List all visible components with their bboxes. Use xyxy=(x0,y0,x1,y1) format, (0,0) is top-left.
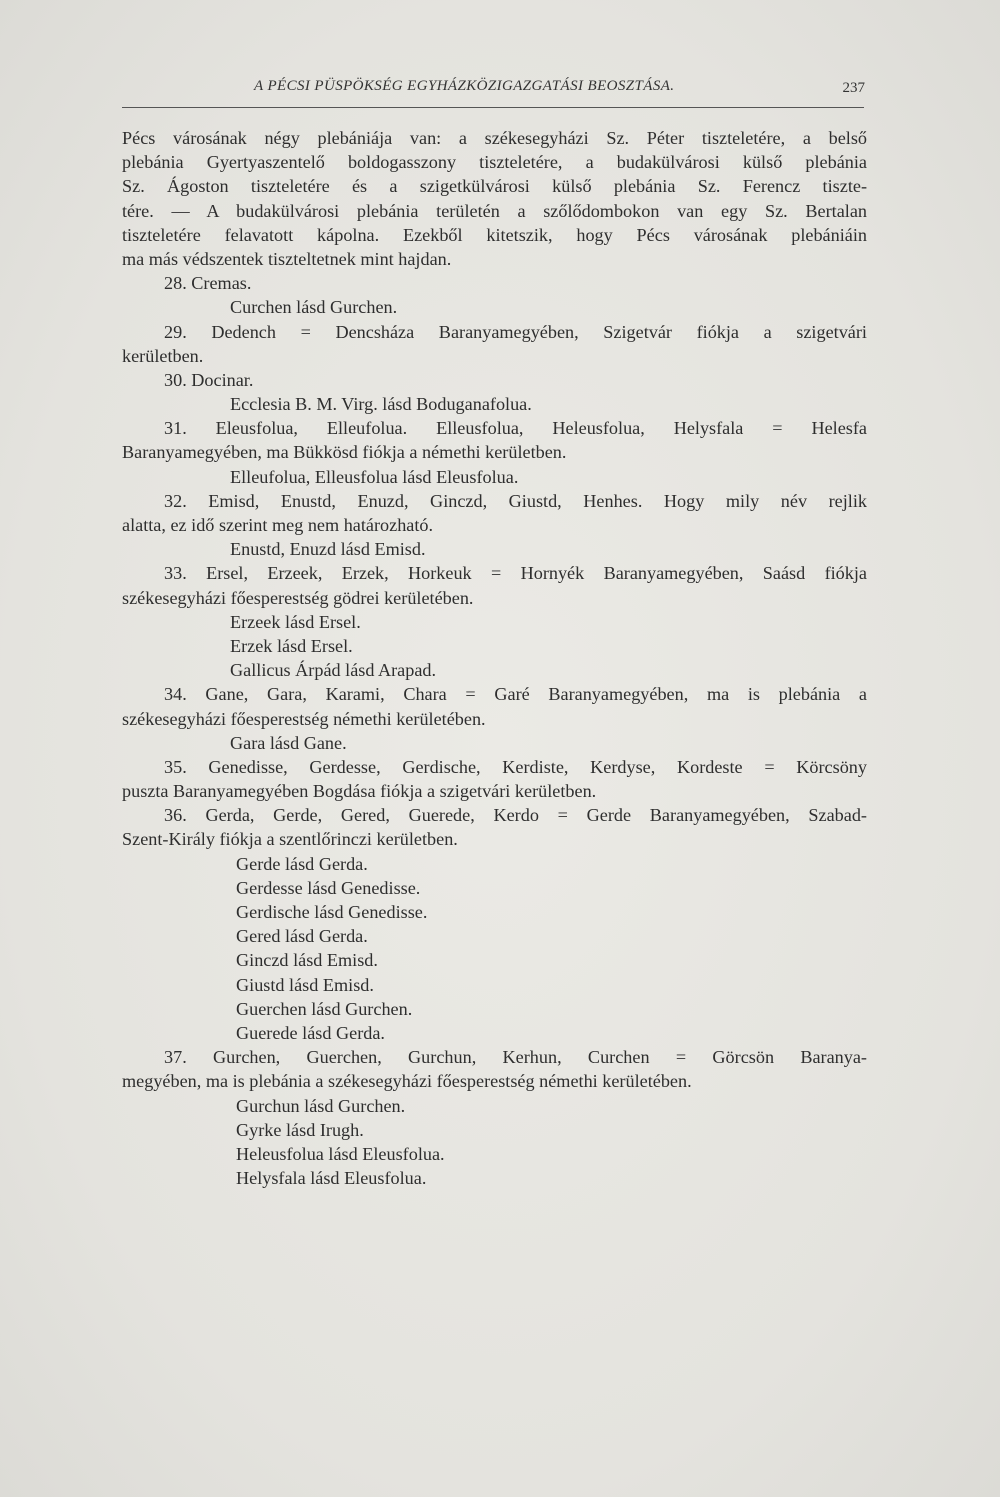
text-line: Gyrke lásd Irugh. xyxy=(236,1119,364,1140)
text-line: Baranyamegyében, ma Bükkösd fiókja a némethi kerületben. xyxy=(122,442,567,463)
text-line: Erzeek lásd Ersel. xyxy=(230,611,361,632)
text-line: Erzek lásd Ersel. xyxy=(230,635,353,656)
text-line: Gerdische lásd Genedisse. xyxy=(236,902,428,922)
text-line: Heleusfolua lásd Eleusfolua. xyxy=(236,1143,445,1164)
header-rule xyxy=(122,107,864,108)
text-line: Ginczd lásd Emisd. xyxy=(236,950,378,971)
text-line: puszta Baranyamegyében Bogdása fiókja a szigetvári kerületben. xyxy=(122,781,597,802)
text-line: 28. Cremas. xyxy=(164,273,252,294)
text-line: Curchen lásd Gurchen. xyxy=(230,297,398,318)
text-line: 31. Eleusfolua, Elleufolua. Elleusfolua, Heleusfolua, Helysfala = Helesfa xyxy=(164,418,867,439)
text-line: Guerchen lásd Gurchen. xyxy=(236,998,413,1019)
text-line: 33. Ersel, Erzeek, Erzek, Horkeuk = Hornyék Baranyamegyében, Saásd fiókja xyxy=(164,563,867,584)
text-line: 36. Gerda, Gerde, Gered, Guerede, Kerdo = Gerde Baranyamegyében, Szabad- xyxy=(164,805,867,826)
text-line: Gara lásd Gane. xyxy=(230,732,347,753)
text-line: 32. Emisd, Enustd, Enuzd, Ginczd, Giustd, Henhes. Hogy mily név rejlik xyxy=(164,490,867,511)
text-line: alatta, ez idő szerint meg nem határozható. xyxy=(122,515,434,535)
text-line: 30. Docinar. xyxy=(164,369,254,390)
page-number: 237 xyxy=(842,80,865,96)
text-line: tiszteletére felavatott kápolna. Ezekből kitetszik, hogy Pécs városának plebániáin xyxy=(122,224,867,245)
text-line: Gerde lásd Gerda. xyxy=(236,853,368,874)
text-line: Szent-Király fiókja a szentlőrinczi kerületben. xyxy=(122,829,458,850)
text-line: Pécs városának négy plebániája van: a székesegyházi Sz. Péter tiszteletére, a belső xyxy=(122,128,867,148)
text-line: 35. Genedisse, Gerdesse, Gerdische, Kerdiste, Kerdyse, Kordeste = Körcsöny xyxy=(164,756,867,777)
text-line: plebánia Gyertyaszentelő boldogasszony tiszteletére, a budakülvárosi külső plebánia xyxy=(122,152,867,173)
text-line: Ecclesia B. M. Virg. lásd Boduganafolua. xyxy=(230,394,532,415)
text-line: Gurchun lásd Gurchen. xyxy=(236,1095,406,1116)
text-line: kerületben. xyxy=(122,345,204,366)
running-title: A PÉCSI PÜSPÖKSÉG EGYHÁZKÖZIGAZGATÁSI BEOSZTÁSA. xyxy=(254,78,675,94)
text-line: tére. — A budakülvárosi plebánia területén a szőlődombokon van egy Sz. Bertalan xyxy=(122,200,867,221)
text-line: 29. Dedench = Dencsháza Baranyamegyében, Szigetvár fiókja a szigetvári xyxy=(164,321,867,342)
text-line: Giustd lásd Emisd. xyxy=(236,974,374,995)
running-head xyxy=(120,74,865,104)
text-line: Helysfala lásd Eleusfolua. xyxy=(236,1168,427,1189)
text-line: Sz. Ágoston tiszteletére és a szigetkülvárosi külső plebánia Sz. Ferencz tiszte- xyxy=(122,176,867,197)
text-line: székesegyházi főesperestség némethi kerületében. xyxy=(122,708,486,729)
text-line: 34. Gane, Gara, Karami, Chara = Garé Baranyamegyében, ma is plebánia a xyxy=(164,684,867,705)
text-line: székesegyházi főesperestség gödrei kerületében. xyxy=(122,587,474,608)
text-line: Gered lásd Gerda. xyxy=(236,926,368,947)
text-line: Gerdesse lásd Genedisse. xyxy=(236,877,421,898)
text-line: megyében, ma is plebánia a székesegyházi főesperestség némethi kerületében. xyxy=(122,1071,692,1092)
text-line: ma más védszentek tiszteltetnek mint hajdan. xyxy=(122,248,452,269)
text-lines xyxy=(122,126,867,1190)
body-text xyxy=(122,126,867,1190)
text-line: Gallicus Árpád lásd Arapad. xyxy=(230,660,437,681)
text-line: 37. Gurchen, Guerchen, Gurchun, Kerhun, Curchen = Görcsön Baranya- xyxy=(164,1047,867,1068)
text-line: Enustd, Enuzd lásd Emisd. xyxy=(230,539,426,560)
text-line: Elleufolua, Elleusfolua lásd Eleusfolua. xyxy=(230,466,519,487)
text-line: Guerede lásd Gerda. xyxy=(236,1022,385,1043)
